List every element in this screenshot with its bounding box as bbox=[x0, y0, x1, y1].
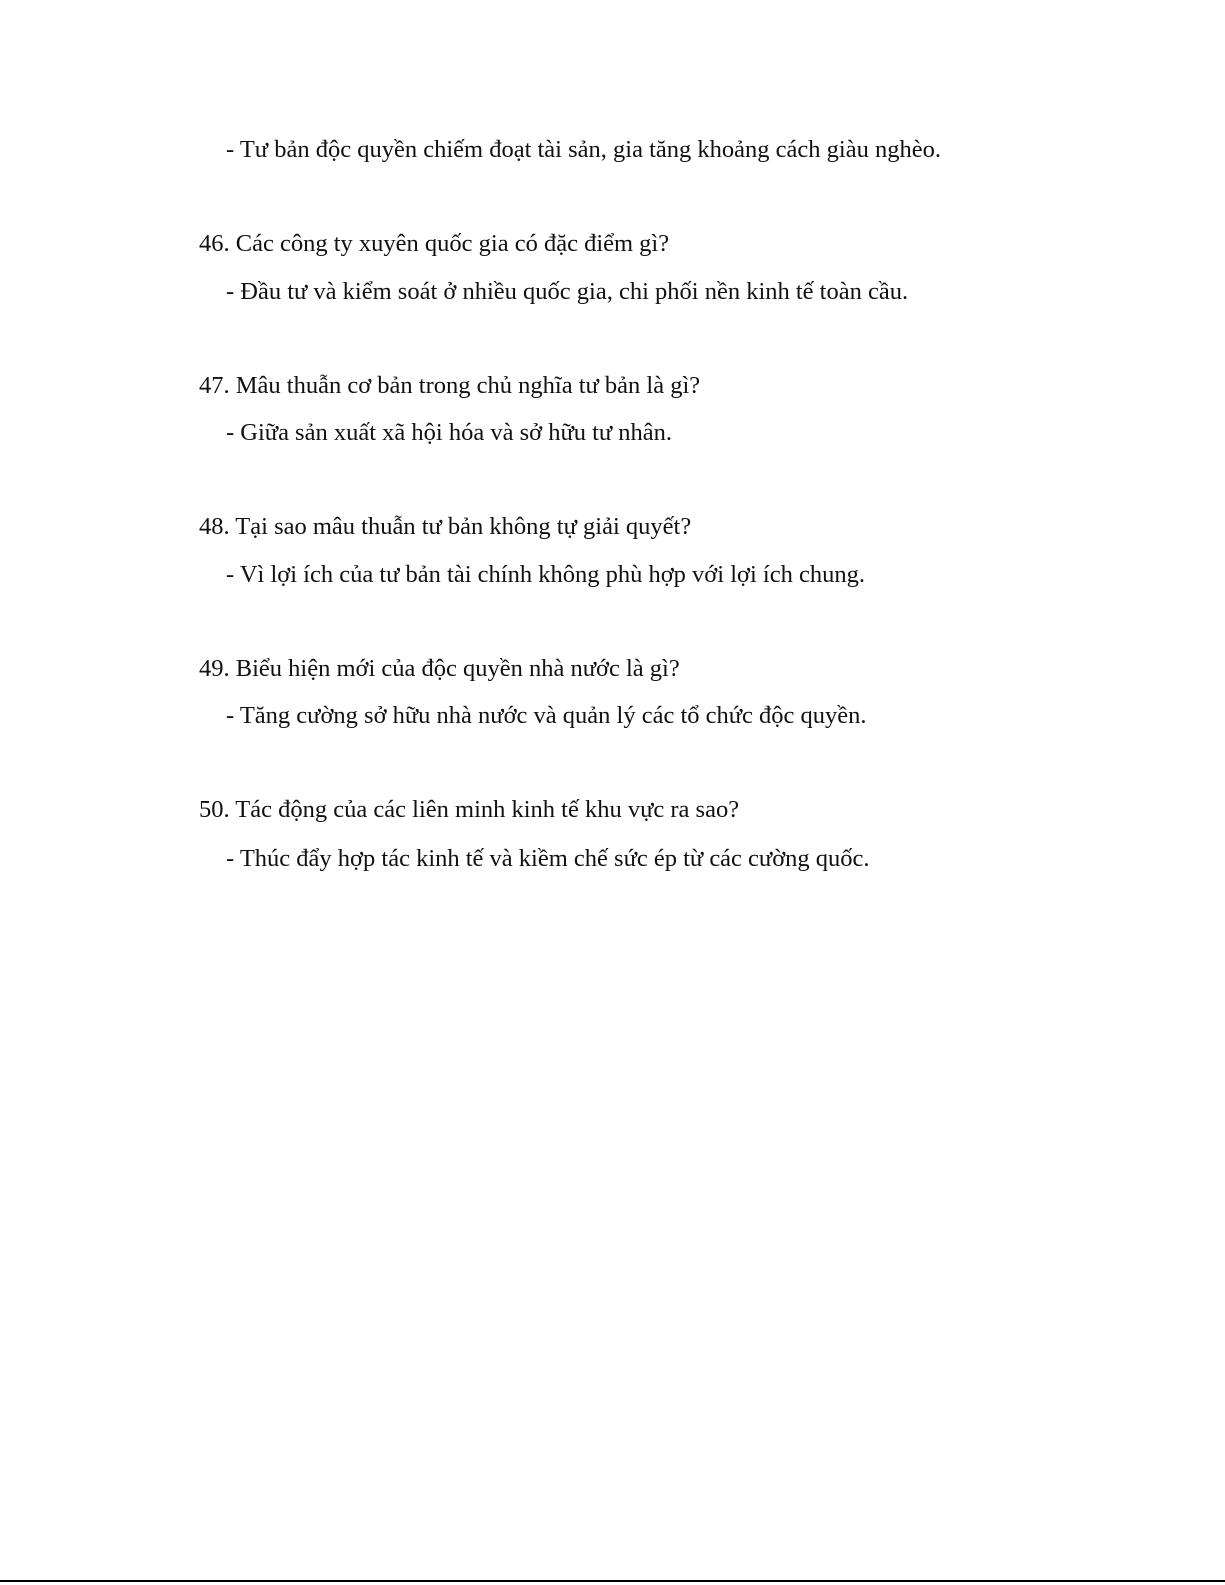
answer-50: - Thúc đẩy hợp tác kinh tế và kiềm chế sức ép từ các cường quốc. bbox=[226, 845, 870, 872]
answer-46: - Đầu tư và kiểm soát ở nhiều quốc gia, chi phối nền kinh tế toàn cầu. bbox=[226, 278, 909, 305]
continuation-answer: - Tư bản độc quyền chiếm đoạt tài sản, gia tăng khoảng cách giàu nghèo. bbox=[226, 136, 941, 163]
question-50: 50. Tác động của các liên minh kinh tế khu vực ra sao? bbox=[199, 796, 740, 823]
page-bottom-rule bbox=[0, 1580, 1225, 1582]
answer-49: - Tăng cường sở hữu nhà nước và quản lý các tổ chức độc quyền. bbox=[226, 702, 867, 729]
answer-48: - Vì lợi ích của tư bản tài chính không phù hợp với lợi ích chung. bbox=[226, 561, 865, 588]
question-49: 49. Biểu hiện mới của độc quyền nhà nước là gì? bbox=[199, 655, 680, 682]
question-48: 48. Tại sao mâu thuẫn tư bản không tự giải quyết? bbox=[199, 513, 692, 540]
question-47: 47. Mâu thuẫn cơ bản trong chủ nghĩa tư bản là gì? bbox=[199, 372, 701, 399]
question-46: 46. Các công ty xuyên quốc gia có đặc điểm gì? bbox=[199, 230, 670, 257]
answer-47: - Giữa sản xuất xã hội hóa và sở hữu tư nhân. bbox=[226, 419, 673, 446]
